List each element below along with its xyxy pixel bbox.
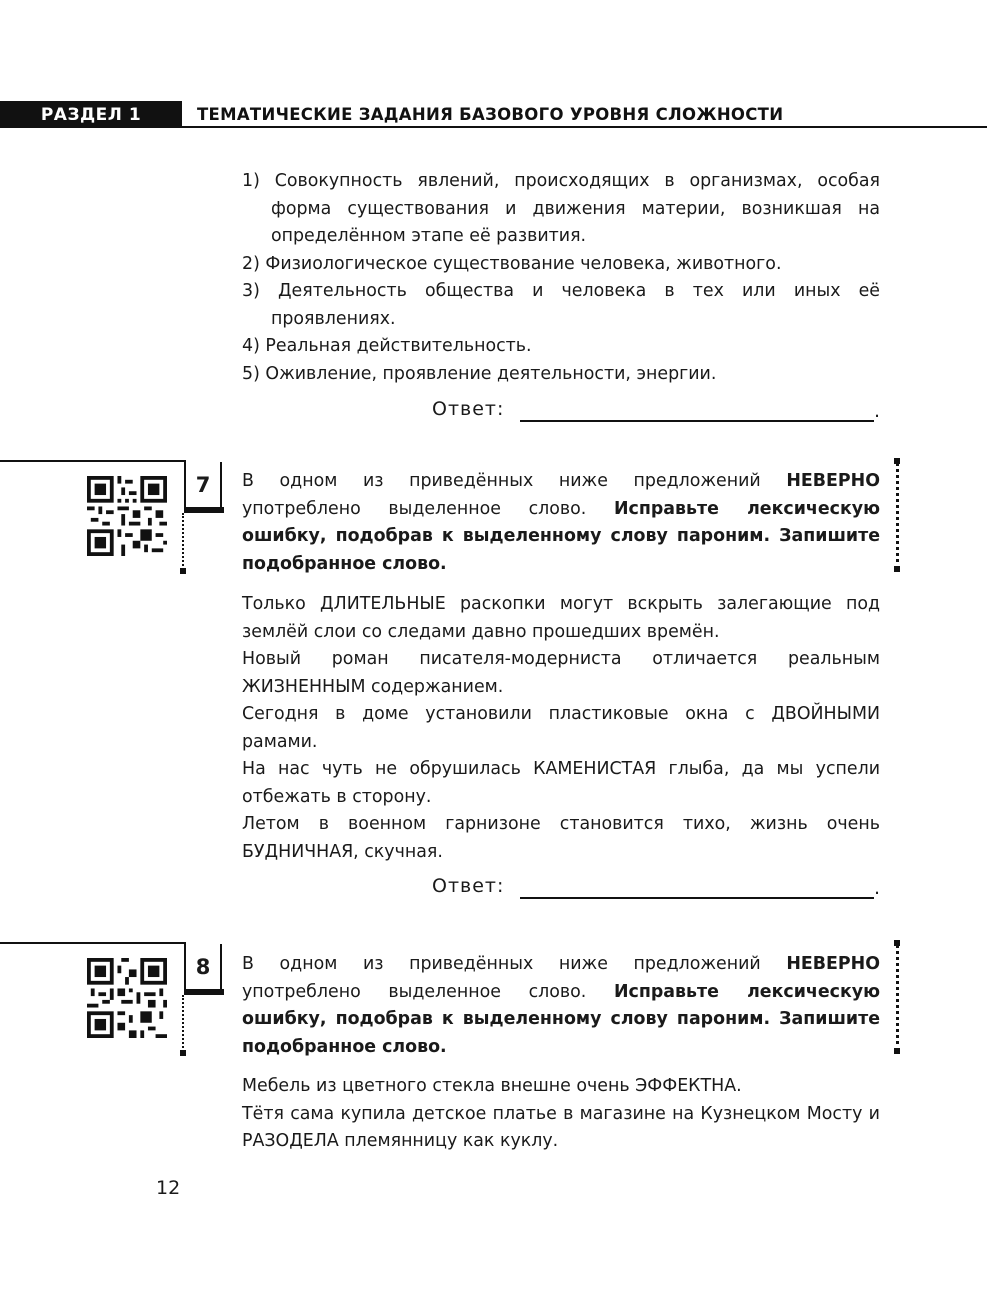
section-badge — [0, 101, 182, 128]
answer-label: Ответ: — [432, 398, 505, 420]
answer-field-7[interactable]: Ответ: . — [432, 875, 882, 899]
sentence: Новый роман писателя-модерниста отличается реальным ЖИЗНЕННЫМ содержанием. — [242, 649, 880, 697]
corner-mark — [180, 1050, 186, 1056]
task7-instruction: В одном из приведённых ниже предложений НЕВЕРНО употреблено выделенное слово. Исправьте лексическую ошибку, подобрав к выделенному слову пароним. Запишите подобранное слово. — [242, 471, 880, 574]
answer-line[interactable] — [520, 420, 874, 422]
task-number-underbar — [184, 507, 224, 513]
corner-mark — [894, 566, 900, 572]
page-number: 12 — [156, 1177, 181, 1199]
task7-sentences — [242, 591, 880, 866]
sentence: Только ДЛИТЕЛЬНЫЕ раскопки могут вскрыть залегающие под землёй слои со следами давно прошедших времён. — [242, 594, 880, 642]
dotted-border-left — [182, 995, 184, 1055]
answer-field-6[interactable]: Ответ: . — [432, 398, 882, 422]
list-item: 3) Деятельность общества и человека в тех или иных её проявлениях. — [242, 281, 881, 329]
sentence: Сегодня в доме установили пластиковые окна с ДВОЙНЫМИ рамами. — [242, 704, 880, 752]
answer-line[interactable] — [520, 897, 874, 899]
corner-mark — [894, 940, 900, 946]
sentence: Тётя сама купила детское платье в магазине на Кузнецком Мосту и РАЗОДЕЛА племянницу как куклу. — [242, 1103, 880, 1151]
task8-sentences — [242, 1073, 880, 1156]
section-title: ТЕМАТИЧЕСКИЕ ЗАДАНИЯ БАЗОВОГО УРОВНЯ СЛОЖНОСТИ — [197, 105, 784, 124]
list-item: 4) Реальная действительность. — [242, 336, 532, 356]
task8-instruction: В одном из приведённых ниже предложений НЕВЕРНО употреблено выделенное слово. Исправьте лексическую ошибку, подобрав к выделенному слову пароним. Запишите подобранное слово. — [242, 954, 880, 1057]
corner-mark — [894, 458, 900, 464]
task-number-underbar — [184, 989, 224, 995]
sentence: Мебель из цветного стекла внешне очень ЭФФЕКТНА. — [242, 1076, 742, 1096]
task-number-8: 8 — [184, 944, 222, 989]
dotted-border-left — [182, 513, 184, 573]
corner-mark — [894, 1048, 900, 1054]
sentence: На нас чуть не обрушилась КАМЕНИСТАЯ глыба, да мы успели отбежать в сторону. — [242, 759, 880, 807]
dotted-border-right — [896, 462, 899, 570]
list-item: 5) Оживление, проявление деятельности, энергии. — [242, 363, 717, 384]
sentence: Летом в военном гарнизоне становится тихо, жизнь очень БУДНИЧНАЯ, скучная. — [242, 814, 880, 862]
list-item: 2) Физиологическое существование человека, животного. — [242, 253, 782, 274]
qr-code-icon[interactable] — [87, 958, 167, 1038]
task-rule — [0, 942, 186, 944]
header-rule — [182, 126, 987, 128]
dotted-border-right — [896, 944, 899, 1052]
options-list — [242, 168, 880, 388]
task-rule — [0, 460, 186, 462]
corner-mark — [180, 568, 186, 574]
list-item: 1) Совокупность явлений, происходящих в организмах, особая форма существования и движения материи, возникшая на определённом этапе её развития. — [242, 171, 881, 246]
answer-label: Ответ: — [432, 875, 505, 897]
task-number-7: 7 — [184, 462, 222, 507]
section-label: РАЗДЕЛ 1 — [40, 104, 142, 125]
qr-code-icon[interactable] — [87, 476, 167, 556]
